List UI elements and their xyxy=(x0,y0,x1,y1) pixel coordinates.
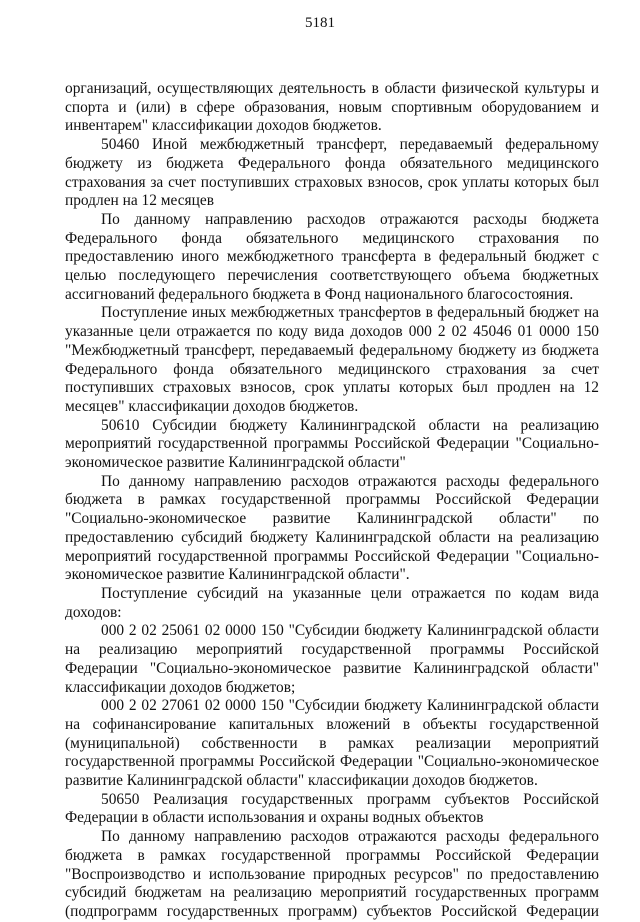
paragraph-50610-heading: 50610 Субсидии бюджету Калининградской области на реализацию мероприятий государственной программы Российской Федерации "Социально-экономическое развитие Калининградской области" xyxy=(65,416,599,472)
document-body xyxy=(65,80,599,922)
paragraph-50610-income-intro: Поступление субсидий на указанные цели отражается по кодам вида доходов: xyxy=(65,584,599,621)
paragraph-50460-description: По данному направлению расходов отражаются расходы бюджета Федерального фонда обязательного медицинского страхования по предоставлению иного межбюджетного трансферта в федеральный бюджет с целью последующего перечисления соответствующего объема бюджетных ассигнований федерального бюджета в Фонд национального благосостояния. xyxy=(65,210,599,303)
paragraph-50610-income-code-1: 000 2 02 25061 02 0000 150 "Субсидии бюджету Калининградской области на реализацию мероприятий государственной программы Российской Федерации "Социально-экономическое развитие Калининградской области" классификации доходов бюджетов; xyxy=(65,622,599,696)
paragraph-50650-description: По данному направлению расходов отражаются расходы федерального бюджета в рамках государственной программы Российской Федерации "Воспроизводство и использование природных ресурсов" по предоставлению субсидий бюджетам на реализацию мероприятий государственных программ (подпрограмм государственных программ) субъектов Российской Федерации xyxy=(65,828,599,920)
paragraph-50610-description: По данному направлению расходов отражаются расходы федерального бюджета в рамках государственной программы Российской Федерации "Социально-экономическое развитие Калининградской области" по предоставлению субсидий бюджету Калининградской области на реализацию мероприятий государственной программы Российской Федерации "Социально-экономическое развитие Калининградской области". xyxy=(65,472,599,584)
paragraph-50460-heading: 50460 Иной межбюджетный трансферт, передаваемый федеральному бюджету из бюджета Федерального фонда обязательного медицинского страхования за счет поступивших страховых взносов, срок уплаты которых был продлен на 12 месяцев xyxy=(65,136,599,210)
paragraph-continuation: организаций, осуществляющих деятельность в области физической культуры и спорта и (или) в сфере образования, новым спортивным оборудованием и инвентарем" классификации доходов бюджетов. xyxy=(65,80,599,135)
paragraph-50610-income-code-2: 000 2 02 27061 02 0000 150 "Субсидии бюджету Калининградской области на софинансирование капитальных вложений в объекты государственной (муниципальной) собственности в рамках реализации мероприятий государственной программы Российской Федерации "Социально-экономическое развитие Калининградской области" классификации доходов бюджетов. xyxy=(65,697,599,790)
paragraph-50650-heading: 50650 Реализация государственных программ субъектов Российской Федерации в области использования и охраны водных объектов xyxy=(65,790,599,827)
page-number: 5181 xyxy=(305,15,335,31)
paragraph-50460-income-code: Поступление иных межбюджетных трансфертов в федеральный бюджет на указанные цели отражается по коду вида доходов 000 2 02 45046 01 0000 150 "Межбюджетный трансферт, передаваемый федеральному бюджету из бюджета Федерального фонда обязательного медицинского страхования за счет поступивших страховых взносов, срок уплаты которых был продлен на 12 месяцев" классификации доходов бюджетов. xyxy=(65,304,599,415)
